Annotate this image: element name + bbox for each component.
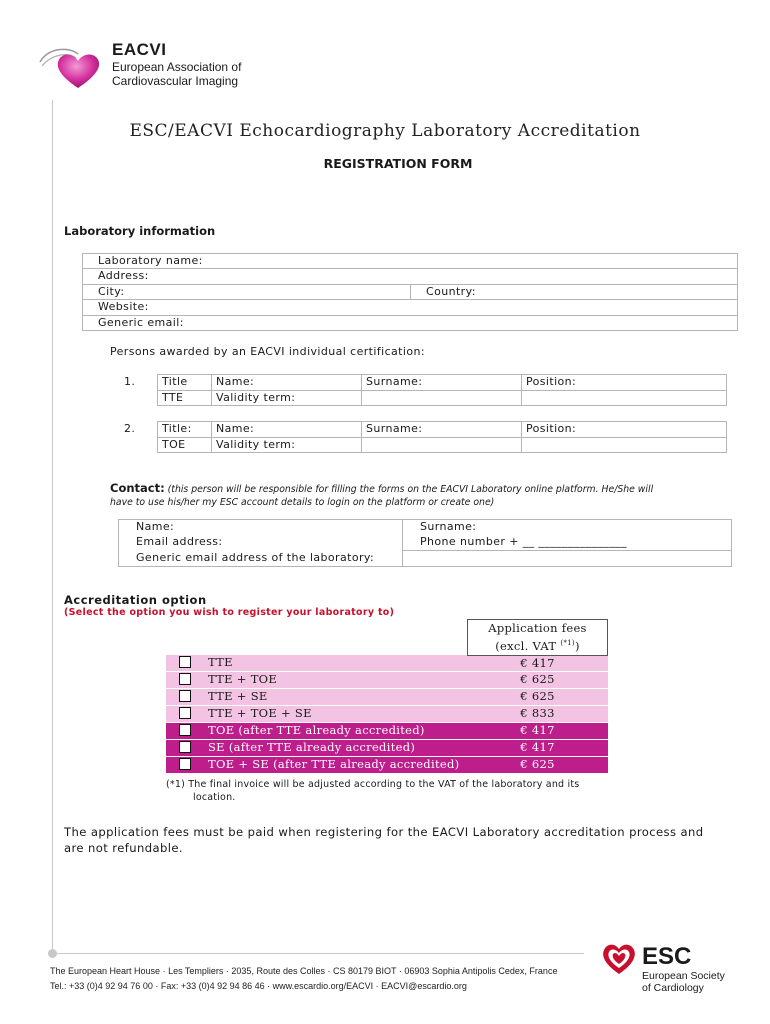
contact-note-line2: have to use his/her my ESC account details to login on the platform or create one): [110, 497, 495, 508]
person-1-surname-field[interactable]: Surname:: [362, 375, 522, 391]
option-price: € 833: [468, 706, 608, 723]
option-row[interactable]: [166, 689, 608, 706]
contact-surname-field[interactable]: Surname:: [403, 520, 732, 536]
vat-footnote-line1: (*1) The final invoice will be adjusted according to the VAT of the laboratory and its: [166, 779, 580, 790]
accreditation-heading: Accreditation option: [64, 593, 207, 607]
option-row[interactable]: [166, 740, 608, 757]
person-2-modality: TOE: [158, 437, 212, 453]
person-2-position-field[interactable]: Position:: [522, 422, 727, 438]
person-2-validity-field[interactable]: Validity term:: [212, 437, 362, 453]
person-2-surname-field[interactable]: Surname:: [362, 422, 522, 438]
person-1-position-field[interactable]: Position:: [522, 375, 727, 391]
person-1-position-extra[interactable]: [522, 390, 727, 406]
org-subtitle-line1: European Association of: [112, 60, 242, 74]
esc-subtitle: [642, 970, 725, 994]
option-label: TTE + TOE + SE: [206, 706, 468, 723]
option-price: € 417: [468, 655, 608, 672]
certified-persons-intro: Persons awarded by an EACVI individual certification:: [110, 345, 425, 358]
option-row[interactable]: [166, 723, 608, 740]
address-field[interactable]: Address:: [83, 269, 738, 284]
esc-subtitle-line2: of Cardiology: [642, 982, 704, 994]
document-title: ESC/EACVI Echocardiography Laboratory Accreditation: [129, 121, 641, 141]
person-2-position-extra[interactable]: [522, 437, 727, 453]
option-row[interactable]: [166, 706, 608, 723]
org-subtitle-line2: Cardiovascular Imaging: [112, 74, 239, 88]
option-row[interactable]: [166, 672, 608, 689]
lab-info-heading: Laboratory information: [64, 224, 216, 238]
contact-generic-email-value[interactable]: [403, 551, 732, 567]
option-checkbox[interactable]: [179, 707, 191, 719]
option-label: TTE + TOE: [206, 672, 468, 689]
form-subtitle: REGISTRATION FORM: [323, 156, 473, 171]
footer-address: The European Heart House · Les Templiers · 2035, Route des Colles · CS 80179 BIOT · 06903 Sophia Antipolis Cedex, France: [50, 966, 558, 976]
org-subtitle: [112, 60, 241, 88]
fees-notice: [64, 824, 704, 856]
person-1-title-label: Title: [158, 375, 212, 391]
option-price: € 417: [468, 740, 608, 757]
person-2-name-field[interactable]: Name:: [212, 422, 362, 438]
contact-block: [110, 482, 730, 509]
option-row[interactable]: [166, 655, 608, 672]
country-field[interactable]: Country:: [411, 284, 738, 299]
fee-header-line2: [468, 636, 607, 654]
fees-notice-line2: are not refundable.: [64, 841, 183, 855]
org-name: EACVI: [112, 40, 167, 59]
option-checkbox[interactable]: [179, 656, 191, 668]
city-field[interactable]: City:: [83, 284, 411, 299]
contact-note-line1: (this person will be responsible for filling the forms on the EACVI Laboratory online platform. He/She will: [167, 484, 654, 495]
fee-header-vat: (excl. VAT: [495, 638, 557, 653]
option-price: € 417: [468, 723, 608, 740]
fee-header-close: ): [574, 638, 580, 653]
option-checkbox[interactable]: [179, 724, 191, 736]
fee-header-note: (*1): [560, 639, 575, 647]
contact-table: [118, 519, 732, 567]
generic-email-field[interactable]: Generic email:: [83, 315, 738, 330]
option-label: TTE + SE: [206, 689, 468, 706]
rule-dot: [48, 949, 57, 958]
esc-subtitle-line1: European Society: [642, 970, 725, 982]
margin-rule-vertical: [52, 100, 53, 952]
contact-heading: Contact:: [110, 481, 165, 495]
option-label: TOE (after TTE already accredited): [206, 723, 468, 740]
option-price: € 625: [468, 757, 608, 774]
option-label: SE (after TTE already accredited): [206, 740, 468, 757]
person-1-table: [157, 374, 727, 406]
option-label: TTE: [206, 655, 468, 672]
esc-heart-logo-icon: [600, 940, 638, 976]
option-price: € 625: [468, 672, 608, 689]
contact-generic-email-field[interactable]: Generic email address of the laboratory:: [119, 551, 403, 567]
person-1-surname-extra[interactable]: [362, 390, 522, 406]
lab-name-field[interactable]: Laboratory name:: [83, 254, 738, 269]
option-row[interactable]: [166, 757, 608, 774]
person-2-surname-extra[interactable]: [362, 437, 522, 453]
person-2-number: 2.: [124, 422, 136, 435]
person-2-table: [157, 421, 727, 453]
option-label: TOE + SE (after TTE already accredited): [206, 757, 468, 774]
person-1-name-field[interactable]: Name:: [212, 375, 362, 391]
option-checkbox[interactable]: [179, 758, 191, 770]
eacvi-heart-logo-icon: [38, 44, 104, 90]
vat-footnote-line2: location.: [193, 792, 236, 803]
website-field[interactable]: Website:: [83, 300, 738, 315]
contact-phone-field[interactable]: Phone number + __ _______________: [403, 535, 732, 551]
person-1-validity-field[interactable]: Validity term:: [212, 390, 362, 406]
fee-header-line1: Application fees: [488, 621, 587, 635]
fee-column-header: [468, 620, 608, 656]
person-2-title-label: Title:: [158, 422, 212, 438]
option-checkbox[interactable]: [179, 690, 191, 702]
footer-rule: [52, 953, 584, 954]
esc-name: ESC: [642, 943, 692, 970]
person-1-modality: TTE: [158, 390, 212, 406]
lab-info-table: [82, 253, 738, 331]
accreditation-instruction: (Select the option you wish to register your laboratory to): [64, 607, 395, 618]
accreditation-fee-table: [166, 619, 608, 774]
vat-footnote: [166, 778, 579, 804]
option-price: € 625: [468, 689, 608, 706]
person-1-number: 1.: [124, 375, 136, 388]
contact-name-field[interactable]: Name:: [119, 520, 403, 536]
option-checkbox[interactable]: [179, 673, 191, 685]
contact-email-field[interactable]: Email address:: [119, 535, 403, 551]
fees-notice-line1: The application fees must be paid when registering for the EACVI Laboratory accreditation process and: [64, 825, 704, 839]
footer-contact: Tel.: +33 (0)4 92 94 76 00 · Fax: +33 (0)4 92 94 86 46 · www.escardio.org/EACVI · EACVI@escardio.org: [50, 981, 467, 991]
option-checkbox[interactable]: [179, 741, 191, 753]
